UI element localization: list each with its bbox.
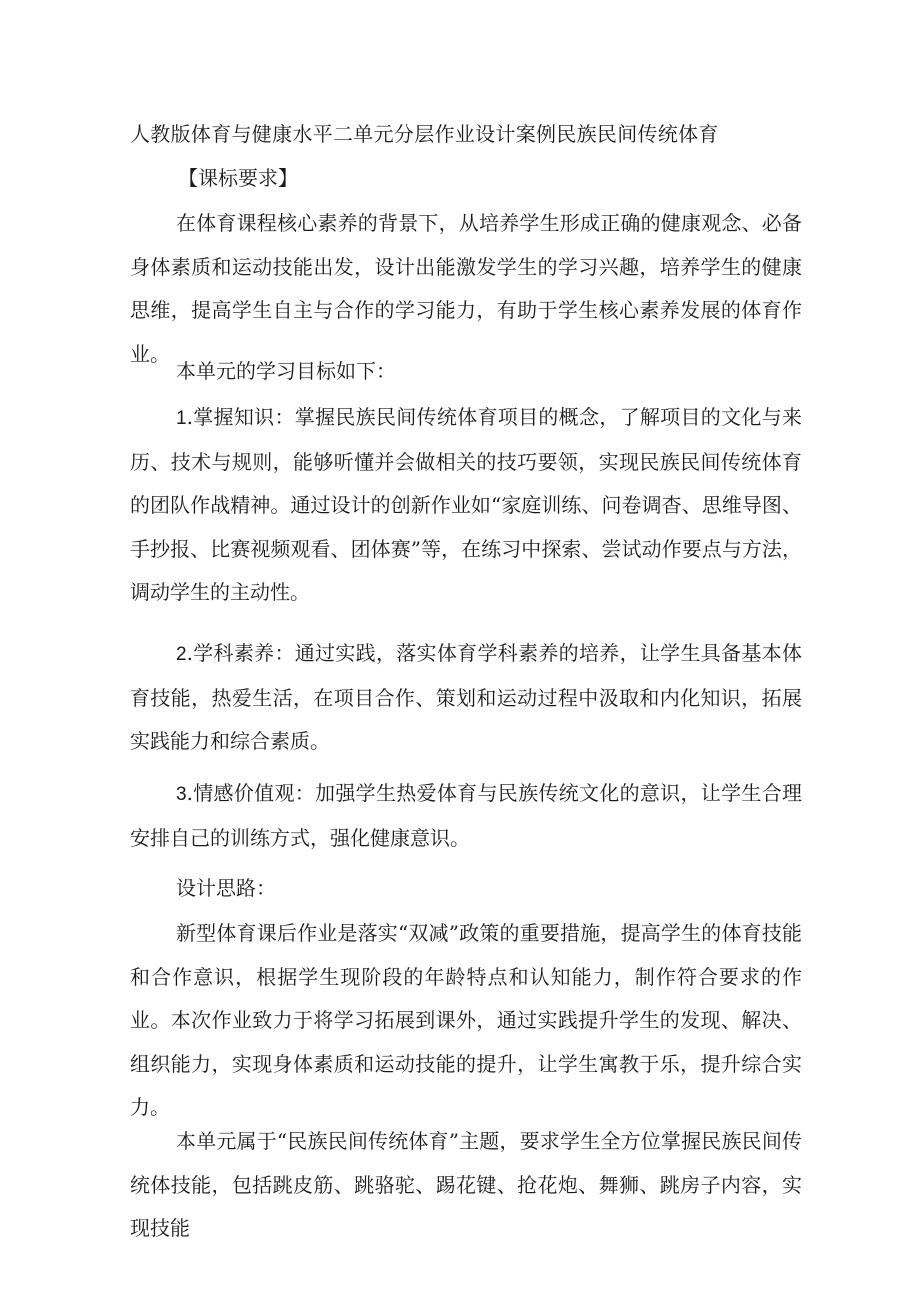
paragraph-intro: 在体育课程核心素养的背景下，从培养学生形成正确的健康观念、必备身体素质和运动技能出发，设计出能激发学生的学习兴趣，培养学生的健康思维，提高学生自主与合作的学习能力，有助于学生核心素养发展的体育作业。 <box>130 211 802 366</box>
document-title: 人教版体育与健康水平二单元分层作业设计案例民族民间传统体育 <box>130 122 719 146</box>
goal-1-text: .掌握知识：掌握民族民间传统体育项目的概念，了解项目的文化与来历、技术与规则，能够听懂并会做相关的技巧要领，实现民族民间传统体育的团队作战精神。通过设计的创新作业如“家庭训练、问卷调杳、思维导图、手抄报、比赛视频观看、团体赛”等，在练习中探索、尝试动作要点与方法，调动学生的主动性。 <box>130 405 802 604</box>
paragraph-goal-2 <box>130 632 802 764</box>
goal-1-number: 1 <box>176 408 187 429</box>
goal-3-text: .情感价值观：加强学生热爱体育与民族传统文化的意识，让学生合理安排自己的训练方式，强化健康意识。 <box>130 781 802 850</box>
goal-3-number: 3 <box>176 784 187 805</box>
paragraph-goal-3 <box>130 772 802 860</box>
paragraph-goal-1 <box>130 396 802 615</box>
goal-2-number: 2 <box>176 644 187 665</box>
section-heading-curriculum: 【课标要求】 <box>178 166 298 190</box>
paragraph-design-heading: 设计思路： <box>176 876 276 900</box>
goal-2-text: .学科素养：通过实践，落实体育学科素养的培养，让学生具备基本体育技能，热爱生活，在项目合作、策划和运动过程中汲取和内化知识，拓展实践能力和综合素质。 <box>130 641 802 753</box>
paragraph-goals-intro: 本单元的学习目标如下： <box>176 359 396 383</box>
paragraph-design-1: 新型体育课后作业是落实“双减”政策的重要措施，提高学生的体育技能和合作意识，根据学生现阶段的年龄特点和认知能力，制作符合要求的作业。本次作业致力于将学习拓展到课外，通过实践提升学生的发现、解决、组织能力，实现身体素质和运动技能的提升，让学生寓教于乐，提升综合实力。 <box>130 921 802 1119</box>
paragraph-design-2: 本单元属于“民族民间传统体育”主题，要求学生全方位掌握民族民间传统体技能，包括跳皮筋、跳骆驼、踢花键、抢花炮、舞狮、跳房子内容，实现技能 <box>130 1129 802 1240</box>
